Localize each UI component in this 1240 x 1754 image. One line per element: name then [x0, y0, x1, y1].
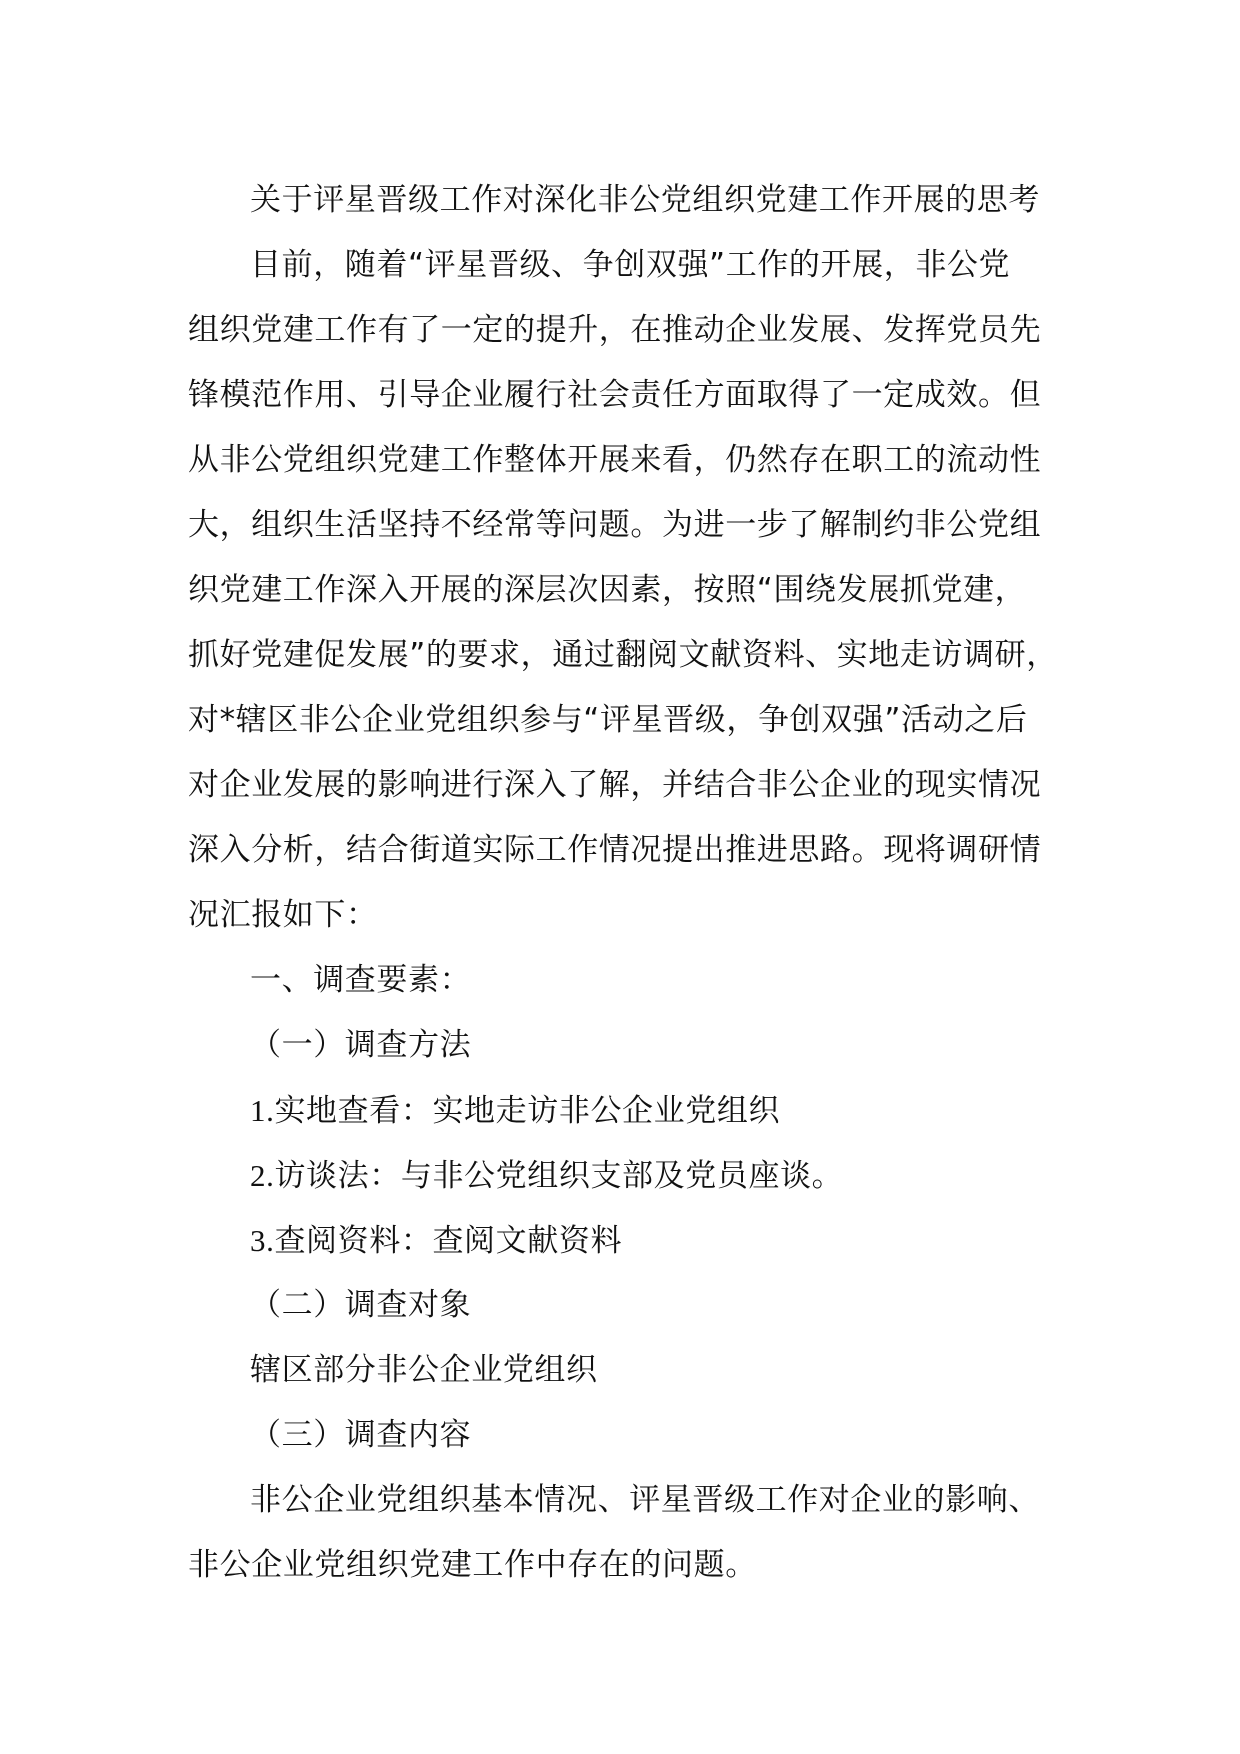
subsection-heading-methods: （一）调查方法	[250, 1027, 472, 1063]
intro-line: 抓好党建促发展”的要求，通过翻阅文献资料、实地走访调研，	[188, 637, 1058, 673]
intro-line: 对企业发展的影响进行深入了解，并结合非公企业的现实情况	[188, 767, 1042, 803]
content-line: 非公企业党组织基本情况、评星晋级工作对企业的影响、	[250, 1482, 1040, 1518]
subsection-heading-objects: （二）调查对象	[250, 1287, 472, 1323]
intro-line: 况汇报如下：	[188, 897, 378, 933]
intro-line: 深入分析，结合街道实际工作情况提出推进思路。现将调研情	[188, 832, 1042, 868]
section-heading: 一、调查要素：	[250, 962, 472, 998]
method-item	[188, 1208, 1088, 1273]
method-item	[188, 1078, 1088, 1143]
intro-line: 对*辖区非公企业党组织参与“评星晋级，争创双强”活动之后	[188, 702, 1028, 738]
content-line: 非公企业党组织党建工作中存在的问题。	[188, 1547, 757, 1583]
intro-line: 大，组织生活坚持不经常等问题。为进一步了解制约非公党组	[188, 507, 1042, 543]
intro-line: 组织党建工作有了一定的提升，在推动企业发展、发挥党员先	[188, 312, 1042, 348]
method-number: 3.	[250, 1223, 275, 1258]
objects-text: 辖区部分非公企业党组织	[250, 1352, 598, 1388]
method-text: 实地查看：实地走访非公企业党组织	[274, 1093, 781, 1129]
intro-line: 从非公党组织党建工作整体开展来看，仍然存在职工的流动性	[188, 442, 1042, 478]
intro-line: 锋模范作用、引导企业履行社会责任方面取得了一定成效。但	[188, 377, 1042, 413]
method-number: 2.	[250, 1158, 275, 1193]
intro-line: 目前，随着“评星晋级、争创双强”工作的开展，非公党	[250, 247, 1011, 283]
method-text: 查阅资料：查阅文献资料	[274, 1223, 623, 1259]
method-item	[188, 1143, 1088, 1208]
subsection-heading-content: （三）调查内容	[250, 1417, 472, 1453]
document-body	[188, 168, 1088, 1598]
method-number: 1.	[250, 1093, 275, 1128]
method-text: 访谈法：与非公党组织支部及党员座谈。	[274, 1158, 844, 1194]
intro-line: 织党建工作深入开展的深层次因素，按照“围绕发展抓党建，	[188, 572, 1027, 608]
document-title: 关于评星晋级工作对深化非公党组织党建工作开展的思考	[250, 182, 1040, 218]
